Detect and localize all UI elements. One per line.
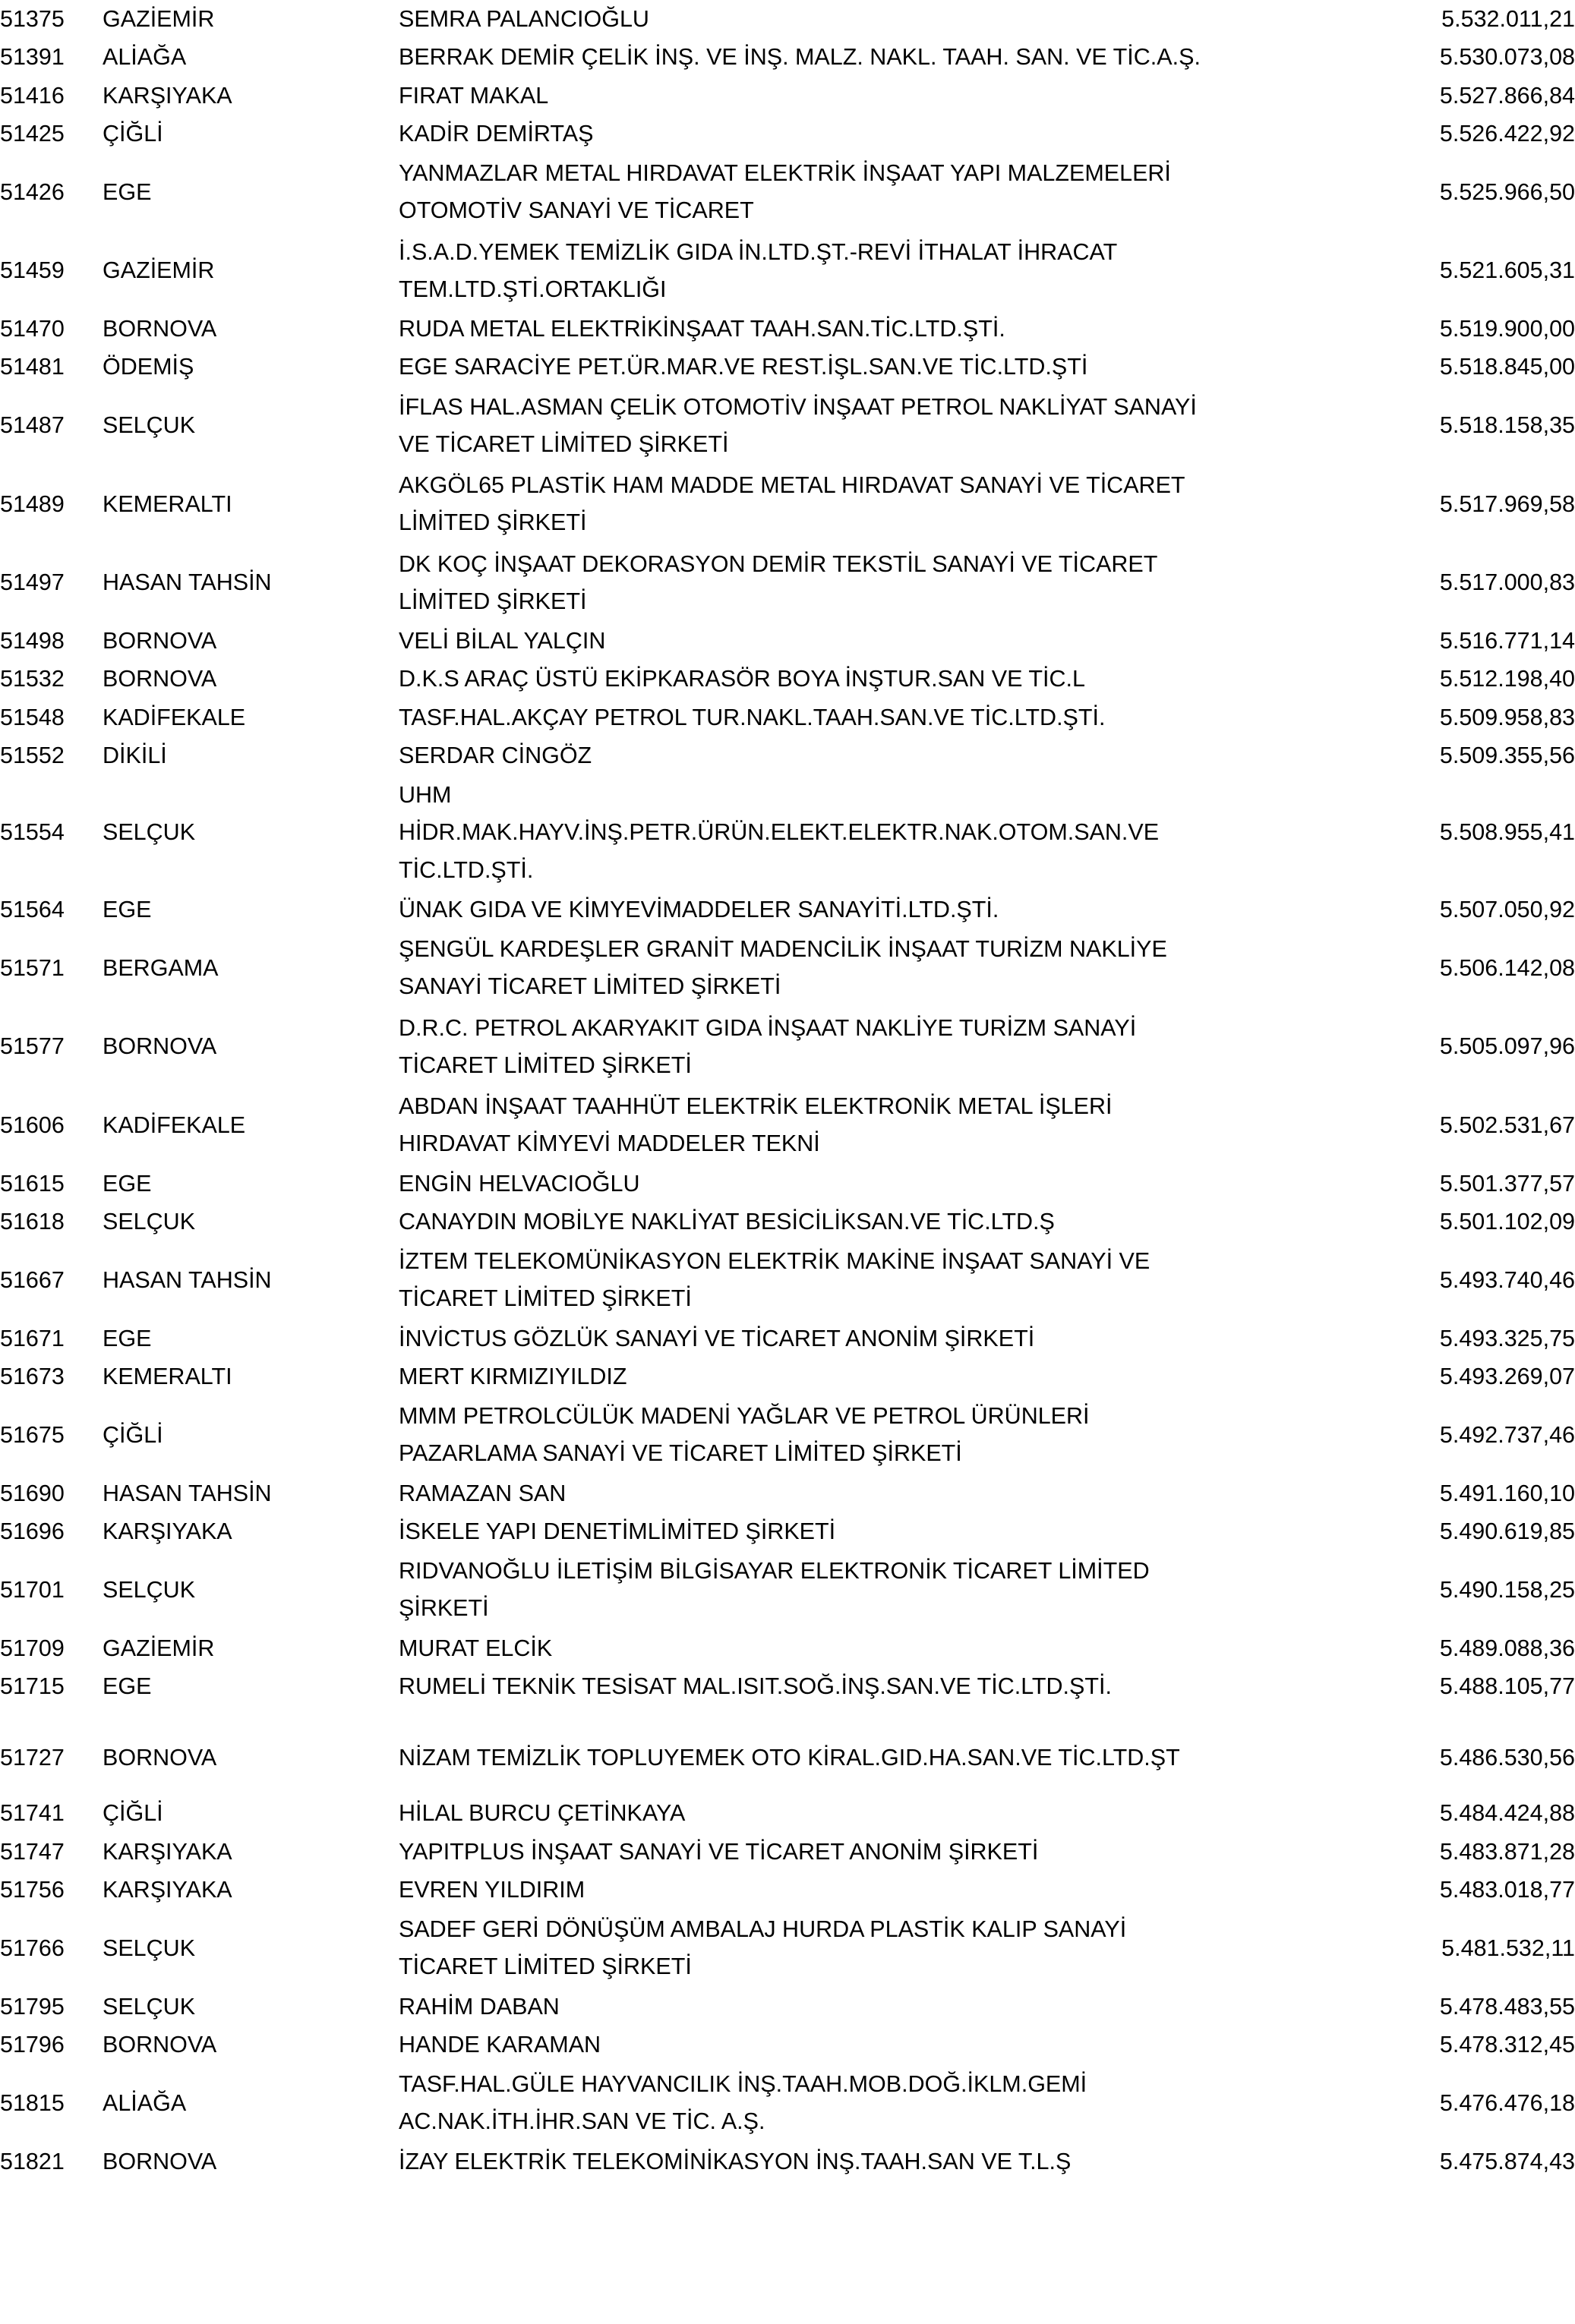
row-name-line: ENGİN HELVACIOĞLU bbox=[399, 1170, 640, 1197]
row-amount: 5.475.874,43 bbox=[1439, 2148, 1575, 2174]
row-name bbox=[399, 774, 1363, 891]
table-row bbox=[0, 348, 1575, 386]
row-amount: 5.486.530,56 bbox=[1439, 1745, 1575, 1771]
table-row bbox=[0, 0, 1575, 38]
row-district: BORNOVA bbox=[103, 1033, 217, 1060]
row-id: 51532 bbox=[0, 666, 65, 692]
row-district: SELÇUK bbox=[103, 1935, 196, 1961]
row-district: DİKİLİ bbox=[103, 742, 167, 768]
row-id: 51821 bbox=[0, 2148, 65, 2174]
row-name-line: MURAT ELCİK bbox=[399, 1635, 553, 1661]
table-row bbox=[0, 1721, 1575, 1777]
row-id: 51459 bbox=[0, 257, 65, 284]
row-id: 51489 bbox=[0, 490, 65, 517]
table-row bbox=[0, 1203, 1575, 1241]
row-amount: 5.517.969,58 bbox=[1439, 490, 1575, 517]
row-district: EGE bbox=[103, 178, 152, 205]
row-name bbox=[399, 77, 1363, 115]
row-amount: 5.512.198,40 bbox=[1439, 666, 1575, 692]
row-amount: 5.501.102,09 bbox=[1439, 1208, 1575, 1235]
table-row bbox=[0, 1833, 1575, 1871]
row-district: EGE bbox=[103, 896, 152, 922]
table-row bbox=[0, 1395, 1575, 1474]
row-id: 51615 bbox=[0, 1170, 65, 1197]
row-district: ALİAĞA bbox=[103, 44, 187, 71]
table-row bbox=[0, 1777, 1575, 1832]
row-name bbox=[399, 310, 1363, 348]
row-id: 51577 bbox=[0, 1033, 65, 1060]
row-district: SELÇUK bbox=[103, 1993, 196, 2020]
table-row bbox=[0, 38, 1575, 76]
row-name-line: ABDAN İNŞAAT TAAHHÜT ELEKTRİK ELEKTRONİK METAL İŞLERİ bbox=[399, 1093, 1113, 1119]
row-id: 51425 bbox=[0, 120, 65, 147]
row-id: 51667 bbox=[0, 1266, 65, 1293]
row-name-line: RUMELİ TEKNİK TESİSAT MAL.ISIT.SOĞ.İNŞ.SAN.VE TİC.LTD.ŞTİ. bbox=[399, 1673, 1112, 1699]
row-district: ÇİĞLİ bbox=[103, 1421, 163, 1448]
row-name bbox=[399, 1395, 1363, 1474]
row-name bbox=[399, 386, 1363, 465]
row-name bbox=[399, 2026, 1363, 2064]
row-name-line: RUDA METAL ELEKTRİKİNŞAAT TAAH.SAN.TİC.LTD.ŞTİ. bbox=[399, 316, 1005, 342]
row-name-line: SADEF GERİ DÖNÜŞÜM AMBALAJ HURDA PLASTİK KALIP SANAYİ bbox=[399, 1916, 1127, 1942]
row-name bbox=[399, 348, 1363, 386]
row-district: BORNOVA bbox=[103, 2031, 217, 2058]
table-row bbox=[0, 77, 1575, 115]
row-name bbox=[399, 1241, 1363, 1320]
row-name-line: HANDE KARAMAN bbox=[399, 2031, 601, 2058]
row-id: 51571 bbox=[0, 954, 65, 981]
table-row bbox=[0, 1165, 1575, 1203]
row-name-line: TASF.HAL.GÜLE HAYVANCILIK İNŞ.TAAH.MOB.DOĞ.İKLM.GEMİ bbox=[399, 2071, 1087, 2097]
row-district: GAZİEMİR bbox=[103, 257, 215, 284]
row-amount: 5.509.355,56 bbox=[1439, 742, 1575, 768]
row-amount: 5.481.532,11 bbox=[1441, 1935, 1575, 1961]
row-name-line: FIRAT MAKAL bbox=[399, 82, 549, 109]
row-name bbox=[399, 1667, 1363, 1721]
row-name bbox=[399, 1358, 1363, 1395]
row-district: ÇİĞLİ bbox=[103, 120, 163, 147]
row-district: SELÇUK bbox=[103, 819, 196, 846]
row-amount: 5.519.900,00 bbox=[1439, 316, 1575, 342]
row-id: 51497 bbox=[0, 569, 65, 596]
row-id: 51498 bbox=[0, 628, 65, 654]
row-name-line: VE TİCARET LİMİTED ŞİRKETİ bbox=[399, 430, 729, 457]
table-row bbox=[0, 1474, 1575, 1512]
row-district: SELÇUK bbox=[103, 1208, 196, 1235]
row-amount: 5.484.424,88 bbox=[1439, 1800, 1575, 1827]
table-row bbox=[0, 310, 1575, 348]
row-district: SELÇUK bbox=[103, 1576, 196, 1603]
row-name bbox=[399, 2143, 1363, 2181]
row-amount: 5.507.050,92 bbox=[1439, 896, 1575, 922]
row-amount: 5.493.325,75 bbox=[1439, 1325, 1575, 1351]
row-name-line: OTOMOTİV SANAYİ VE TİCARET bbox=[399, 197, 754, 224]
row-id: 51756 bbox=[0, 1876, 65, 1903]
row-name bbox=[399, 1721, 1363, 1777]
row-name-line: ŞİRKETİ bbox=[399, 1595, 489, 1622]
row-district: EGE bbox=[103, 1673, 152, 1699]
row-name-line: D.K.S ARAÇ ÜSTÜ EKİPKARASÖR BOYA İNŞTUR.SAN VE TİC.L bbox=[399, 666, 1085, 692]
table-row bbox=[0, 2026, 1575, 2064]
row-name-line: EGE SARACİYE PET.ÜR.MAR.VE REST.İŞL.SAN.VE TİC.LTD.ŞTİ bbox=[399, 354, 1088, 380]
row-name bbox=[399, 1165, 1363, 1203]
row-name bbox=[399, 1512, 1363, 1550]
row-name-line: KADİR DEMİRTAŞ bbox=[399, 120, 594, 147]
row-id: 51554 bbox=[0, 819, 65, 846]
row-district: KARŞIYAKA bbox=[103, 1876, 232, 1903]
table-row bbox=[0, 115, 1575, 153]
row-district: BORNOVA bbox=[103, 1745, 217, 1771]
row-name bbox=[399, 1871, 1363, 1909]
row-id: 51671 bbox=[0, 1325, 65, 1351]
row-amount: 5.502.531,67 bbox=[1439, 1112, 1575, 1138]
row-amount: 5.506.142,08 bbox=[1439, 954, 1575, 981]
row-name bbox=[399, 660, 1363, 698]
table-row bbox=[0, 1871, 1575, 1909]
row-name bbox=[399, 0, 1363, 38]
row-name-line: TEM.LTD.ŞTİ.ORTAKLIĞI bbox=[399, 276, 667, 302]
row-amount: 5.508.955,41 bbox=[1439, 819, 1575, 846]
row-id: 51766 bbox=[0, 1935, 65, 1961]
row-district: BORNOVA bbox=[103, 666, 217, 692]
table-row bbox=[0, 1988, 1575, 2026]
row-name-line: AKGÖL65 PLASTİK HAM MADDE METAL HIRDAVAT SANAYİ VE TİCARET bbox=[399, 472, 1185, 498]
row-id: 51564 bbox=[0, 896, 65, 922]
table-row bbox=[0, 774, 1575, 891]
row-name-line: RAHİM DABAN bbox=[399, 1993, 560, 2020]
table-row bbox=[0, 153, 1575, 232]
row-id: 51673 bbox=[0, 1363, 65, 1389]
table-row bbox=[0, 1241, 1575, 1320]
row-name-line: DK KOÇ İNŞAAT DEKORASYON DEMİR TEKSTİL SANAYİ VE TİCARET bbox=[399, 550, 1158, 577]
table-row bbox=[0, 465, 1575, 544]
row-district: BERGAMA bbox=[103, 954, 219, 981]
row-name-line: İFLAS HAL.ASMAN ÇELİK OTOMOTİV İNŞAAT PETROL NAKLİYAT SANAYİ bbox=[399, 393, 1197, 420]
row-name bbox=[399, 1777, 1363, 1832]
row-district: SELÇUK bbox=[103, 412, 196, 439]
table-row bbox=[0, 1320, 1575, 1358]
row-id: 51481 bbox=[0, 354, 65, 380]
row-district: GAZİEMİR bbox=[103, 6, 215, 32]
row-name-line: AC.NAK.İTH.İHR.SAN VE TİC. A.Ş. bbox=[399, 2108, 765, 2135]
row-name-line: İZAY ELEKTRİK TELEKOMİNİKASYON İNŞ.TAAH.SAN VE T.L.Ş bbox=[399, 2148, 1072, 2174]
row-id: 51618 bbox=[0, 1208, 65, 1235]
row-name bbox=[399, 891, 1363, 929]
row-name bbox=[399, 1203, 1363, 1241]
row-id: 51715 bbox=[0, 1673, 65, 1699]
table-row bbox=[0, 929, 1575, 1007]
table-row bbox=[0, 2064, 1575, 2143]
row-id: 51391 bbox=[0, 44, 65, 71]
row-name-line: HİLAL BURCU ÇETİNKAYA bbox=[399, 1800, 686, 1827]
row-name bbox=[399, 544, 1363, 623]
row-amount: 5.478.312,45 bbox=[1439, 2031, 1575, 2058]
row-id: 51487 bbox=[0, 412, 65, 439]
row-id: 51815 bbox=[0, 2089, 65, 2116]
table-row bbox=[0, 1909, 1575, 1988]
row-id: 51709 bbox=[0, 1635, 65, 1661]
row-name-line: RAMAZAN SAN bbox=[399, 1480, 567, 1506]
row-district: HASAN TAHSİN bbox=[103, 1266, 272, 1293]
row-name bbox=[399, 929, 1363, 1007]
row-district: KADİFEKALE bbox=[103, 704, 246, 730]
row-name bbox=[399, 1086, 1363, 1165]
table-row bbox=[0, 622, 1575, 660]
row-id: 51701 bbox=[0, 1576, 65, 1603]
row-id: 51675 bbox=[0, 1421, 65, 1448]
row-name-line: TİC.LTD.ŞTİ. bbox=[399, 856, 534, 883]
row-district: GAZİEMİR bbox=[103, 1635, 215, 1661]
row-district: BORNOVA bbox=[103, 628, 217, 654]
row-district: KADİFEKALE bbox=[103, 1112, 246, 1138]
row-name bbox=[399, 2064, 1363, 2143]
table-row bbox=[0, 891, 1575, 929]
row-amount: 5.530.073,08 bbox=[1439, 44, 1575, 71]
table-row bbox=[0, 232, 1575, 311]
row-id: 51690 bbox=[0, 1480, 65, 1506]
row-name bbox=[399, 465, 1363, 544]
row-name-line: VELİ BİLAL YALÇIN bbox=[399, 628, 606, 654]
row-name-line: HIRDAVAT KİMYEVİ MADDELER TEKNİ bbox=[399, 1130, 820, 1157]
row-name bbox=[399, 115, 1363, 153]
row-amount: 5.483.871,28 bbox=[1439, 1838, 1575, 1865]
row-amount: 5.518.158,35 bbox=[1439, 412, 1575, 439]
row-name bbox=[399, 1007, 1363, 1086]
row-id: 51795 bbox=[0, 1993, 65, 2020]
row-amount: 5.516.771,14 bbox=[1439, 628, 1575, 654]
row-name-line: İSKELE YAPI DENETİMLİMİTED ŞİRKETİ bbox=[399, 1518, 836, 1544]
row-district: BORNOVA bbox=[103, 2148, 217, 2174]
table-row bbox=[0, 1086, 1575, 1165]
row-id: 51741 bbox=[0, 1800, 65, 1827]
row-name-line: RIDVANOĞLU İLETİŞİM BİLGİSAYAR ELEKTRONİK TİCARET LİMİTED bbox=[399, 1558, 1150, 1584]
row-district: BORNOVA bbox=[103, 316, 217, 342]
row-name bbox=[399, 1474, 1363, 1512]
row-id: 51606 bbox=[0, 1112, 65, 1138]
row-amount: 5.526.422,92 bbox=[1439, 120, 1575, 147]
table-row bbox=[0, 2143, 1575, 2181]
table-row bbox=[0, 1007, 1575, 1086]
row-id: 51552 bbox=[0, 742, 65, 768]
row-district: ÇİĞLİ bbox=[103, 1800, 163, 1827]
row-name-line: SANAYİ TİCARET LİMİTED ŞİRKETİ bbox=[399, 973, 781, 1000]
table-row bbox=[0, 1629, 1575, 1667]
row-name-line: MERT KIRMIZIYILDIZ bbox=[399, 1363, 627, 1389]
table-row bbox=[0, 1667, 1575, 1721]
row-name-line: PAZARLAMA SANAYİ VE TİCARET LİMİTED ŞİRKETİ bbox=[399, 1440, 962, 1467]
row-amount: 5.490.158,25 bbox=[1439, 1576, 1575, 1603]
row-id: 51470 bbox=[0, 316, 65, 342]
row-amount: 5.532.011,21 bbox=[1441, 6, 1575, 32]
row-district: HASAN TAHSİN bbox=[103, 1480, 272, 1506]
table-row bbox=[0, 386, 1575, 465]
row-name bbox=[399, 232, 1363, 311]
row-name-line: İZTEM TELEKOMÜNİKASYON ELEKTRİK MAKİNE İNŞAAT SANAYİ VE bbox=[399, 1248, 1150, 1274]
row-name-line: D.R.C. PETROL AKARYAKIT GIDA İNŞAAT NAKLİYE TURİZM SANAYİ bbox=[399, 1014, 1137, 1041]
row-name bbox=[399, 736, 1363, 774]
row-name-line: EVREN YILDIRIM bbox=[399, 1876, 585, 1903]
row-district: ALİAĞA bbox=[103, 2089, 187, 2116]
row-name bbox=[399, 1550, 1363, 1629]
row-amount: 5.489.088,36 bbox=[1439, 1635, 1575, 1661]
row-district: KARŞIYAKA bbox=[103, 82, 232, 109]
row-name-line: TİCARET LİMİTED ŞİRKETİ bbox=[399, 1052, 692, 1078]
row-id: 51747 bbox=[0, 1838, 65, 1865]
row-id: 51696 bbox=[0, 1518, 65, 1544]
row-id: 51796 bbox=[0, 2031, 65, 2058]
table-row bbox=[0, 698, 1575, 736]
row-name-line: YAPITPLUS İNŞAAT SANAYİ VE TİCARET ANONİM ŞİRKETİ bbox=[399, 1838, 1039, 1865]
row-amount: 5.483.018,77 bbox=[1439, 1876, 1575, 1903]
table-row bbox=[0, 1358, 1575, 1395]
row-amount: 5.505.097,96 bbox=[1439, 1033, 1575, 1060]
row-amount: 5.525.966,50 bbox=[1439, 178, 1575, 205]
row-name bbox=[399, 153, 1363, 232]
table-row bbox=[0, 1512, 1575, 1550]
row-name bbox=[399, 38, 1363, 76]
row-district: KEMERALTI bbox=[103, 490, 232, 517]
row-name-line: SERDAR CİNGÖZ bbox=[399, 742, 592, 768]
row-name-line: TİCARET LİMİTED ŞİRKETİ bbox=[399, 1285, 692, 1312]
row-name bbox=[399, 622, 1363, 660]
row-name-line: CANAYDIN MOBİLYE NAKLİYAT BESİCİLİKSAN.VE TİC.LTD.Ş bbox=[399, 1208, 1055, 1235]
row-amount: 5.488.105,77 bbox=[1439, 1673, 1575, 1699]
row-district: KARŞIYAKA bbox=[103, 1838, 232, 1865]
row-amount: 5.490.619,85 bbox=[1439, 1518, 1575, 1544]
row-amount: 5.492.737,46 bbox=[1439, 1421, 1575, 1448]
row-amount: 5.478.483,55 bbox=[1439, 1993, 1575, 2020]
row-id: 51548 bbox=[0, 704, 65, 730]
row-district: KEMERALTI bbox=[103, 1363, 232, 1389]
row-amount: 5.476.476,18 bbox=[1439, 2089, 1575, 2116]
row-name bbox=[399, 1629, 1363, 1667]
row-id: 51375 bbox=[0, 6, 65, 32]
row-name-line: İ.S.A.D.YEMEK TEMİZLİK GIDA İN.LTD.ŞT.-REVİ İTHALAT İHRACAT bbox=[399, 238, 1118, 265]
row-name-line: ŞENGÜL KARDEŞLER GRANİT MADENCİLİK İNŞAAT TURİZM NAKLİYE bbox=[399, 936, 1167, 962]
row-district: EGE bbox=[103, 1170, 152, 1197]
table-row bbox=[0, 544, 1575, 623]
row-name-line: TİCARET LİMİTED ŞİRKETİ bbox=[399, 1953, 692, 1980]
row-name-line: HİDR.MAK.HAYV.İNŞ.PETR.ÜRÜN.ELEKT.ELEKTR.NAK.OTOM.SAN.VE bbox=[399, 819, 1160, 846]
row-name-line: BERRAK DEMİR ÇELİK İNŞ. VE İNŞ. MALZ. NAKL. TAAH. SAN. VE TİC.A.Ş. bbox=[399, 44, 1201, 71]
row-district: ÖDEMİŞ bbox=[103, 354, 194, 380]
row-name bbox=[399, 1833, 1363, 1871]
table-row bbox=[0, 1550, 1575, 1629]
row-name-line: LİMİTED ŞİRKETİ bbox=[399, 588, 587, 614]
row-name-line: TASF.HAL.AKÇAY PETROL TUR.NAKL.TAAH.SAN.VE TİC.LTD.ŞTİ. bbox=[399, 704, 1106, 730]
row-amount: 5.493.740,46 bbox=[1439, 1266, 1575, 1293]
row-name-line: İNVİCTUS GÖZLÜK SANAYİ VE TİCARET ANONİM ŞİRKETİ bbox=[399, 1325, 1035, 1351]
row-name-line: ÜNAK GIDA VE KİMYEVİMADDELER SANAYİTİ.LTD.ŞTİ. bbox=[399, 896, 999, 922]
row-name-line: LİMİTED ŞİRKETİ bbox=[399, 509, 587, 536]
row-amount: 5.501.377,57 bbox=[1439, 1170, 1575, 1197]
row-name bbox=[399, 1909, 1363, 1988]
row-id: 51727 bbox=[0, 1745, 65, 1771]
row-district: KARŞIYAKA bbox=[103, 1518, 232, 1544]
row-name-line: NİZAM TEMİZLİK TOPLUYEMEK OTO KİRAL.GID.HA.SAN.VE TİC.LTD.ŞT bbox=[399, 1745, 1180, 1771]
table-row bbox=[0, 736, 1575, 774]
row-name bbox=[399, 698, 1363, 736]
row-district: EGE bbox=[103, 1325, 152, 1351]
row-amount: 5.491.160,10 bbox=[1439, 1480, 1575, 1506]
row-district: HASAN TAHSİN bbox=[103, 569, 272, 596]
row-amount: 5.517.000,83 bbox=[1439, 569, 1575, 596]
row-name bbox=[399, 1988, 1363, 2026]
row-amount: 5.527.866,84 bbox=[1439, 82, 1575, 109]
row-id: 51416 bbox=[0, 82, 65, 109]
row-id: 51426 bbox=[0, 178, 65, 205]
row-amount: 5.521.605,31 bbox=[1439, 257, 1575, 284]
row-name-line: SEMRA PALANCIOĞLU bbox=[399, 6, 649, 32]
row-name bbox=[399, 1320, 1363, 1358]
row-amount: 5.518.845,00 bbox=[1439, 354, 1575, 380]
table-row bbox=[0, 660, 1575, 698]
row-amount: 5.509.958,83 bbox=[1439, 704, 1575, 730]
row-name-line: MMM PETROLCÜLÜK MADENİ YAĞLAR VE PETROL ÜRÜNLERİ bbox=[399, 1403, 1090, 1429]
row-name-line: UHM bbox=[399, 782, 452, 808]
row-name-line: YANMAZLAR METAL HIRDAVAT ELEKTRİK İNŞAAT YAPI MALZEMELERİ bbox=[399, 160, 1171, 186]
row-amount: 5.493.269,07 bbox=[1439, 1363, 1575, 1389]
